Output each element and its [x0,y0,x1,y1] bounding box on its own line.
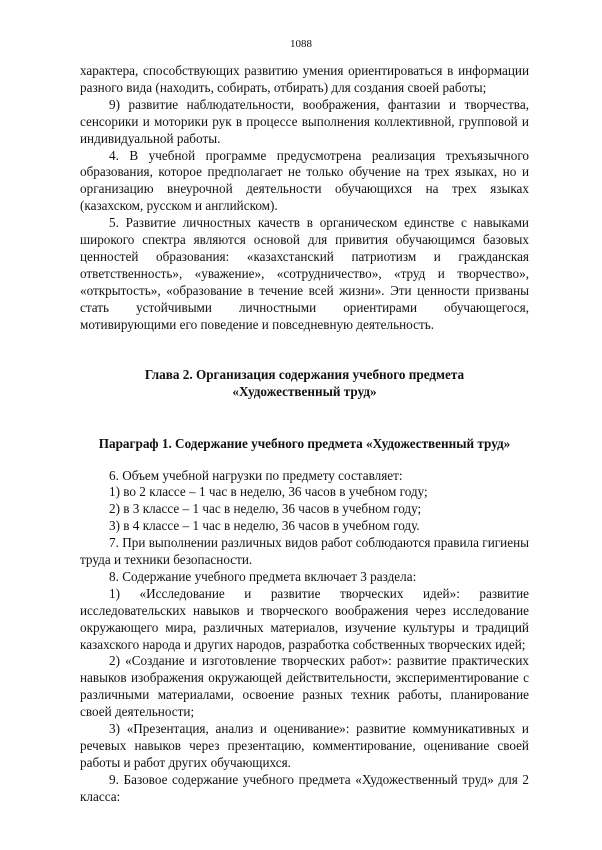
spacer [80,334,529,366]
paragraph: 7. При выполнении различных видов работ соблюдаются правила гигиены труда и техники безопасности. [80,535,529,568]
list-item: 2) «Создание и изготовление творческих работ»: развитие практических навыков изображения окружающей действительности, экспериментирование с различными материалами, освоение разных техник работы, планирование своей деятельности; [80,653,529,720]
spacer [80,400,529,435]
list-item: 1) «Исследование и развитие творческих идей»: развитие исследовательских навыков и творческого воображения через исследование окружающего мира, различных материалов, изучение культуры и традиций казахского народа и других народов, разработка собственных творческих идей; [80,585,529,652]
chapter-title [80,366,529,400]
paragraph: 6. Объем учебной нагрузки по предмету составляет: [109,467,403,483]
list-item: 2) в 3 классе – 1 час в неделю, 36 часов в учебном году; [109,501,422,517]
paragraph: 9. Базовое содержание учебного предмета «Художественный труд» для 2 класса: [80,771,529,804]
paragraph: 8. Содержание учебного предмета включает 3 раздела: [109,568,417,584]
paragraph: 5. Развитие личностных качеств в органическом единстве с навыками широкого спектра являются основой для привития обучающимся базовых ценностей образования: «казахстанский патриотизм и гражданская ответственность», «уважение», «сотрудничество», «труд и творчество», «открытость», «образование в течение всей жизни». Эти ценности призваны стать устойчивыми личностными ориентирами обучающегося, мотивирующими его поведение и повседневную деятельность. [80,215,529,332]
chapter-title-line1: Глава 2. Организация содержания учебного предмета [144,366,465,382]
list-item: 3) в 4 классе – 1 час в неделю, 36 часов в учебном году. [109,518,420,534]
chapter-title-line2: «Художественный труд» [232,383,377,399]
page-number: 1088 [290,38,312,50]
section-title: Параграф 1. Содержание учебного предмета «Художественный труд» [98,435,511,451]
spacer [80,452,529,468]
list-item: 1) во 2 классе – 1 час в неделю, 36 часов в учебном году; [109,484,428,500]
list-item: 3) «Презентация, анализ и оценивание»: развитие коммуникативных и речевых навыков через презентацию, комментирование, оценивание своей работы и работ других обучающихся. [80,721,529,770]
paragraph-continuation: характера, способствующих развитию умения ориентироваться в информации разного вида (находить, собирать, отбирать) для создания своей работы; [80,63,529,95]
paragraph: 4. В учебной программе предусмотрена реализация трехъязычного образования, которое предполагает не только обучение на трех языках, но и организацию внеурочной деятельности обучающихся на трех языках (казахском, русском и английском). [80,147,529,214]
paragraph: 9) развитие наблюдательности, воображения, фантазии и творчества, сенсорики и моторики рук в процессе выполнения коллективной, групповой и индивидуальной работы. [80,96,529,146]
document-body [80,63,529,806]
